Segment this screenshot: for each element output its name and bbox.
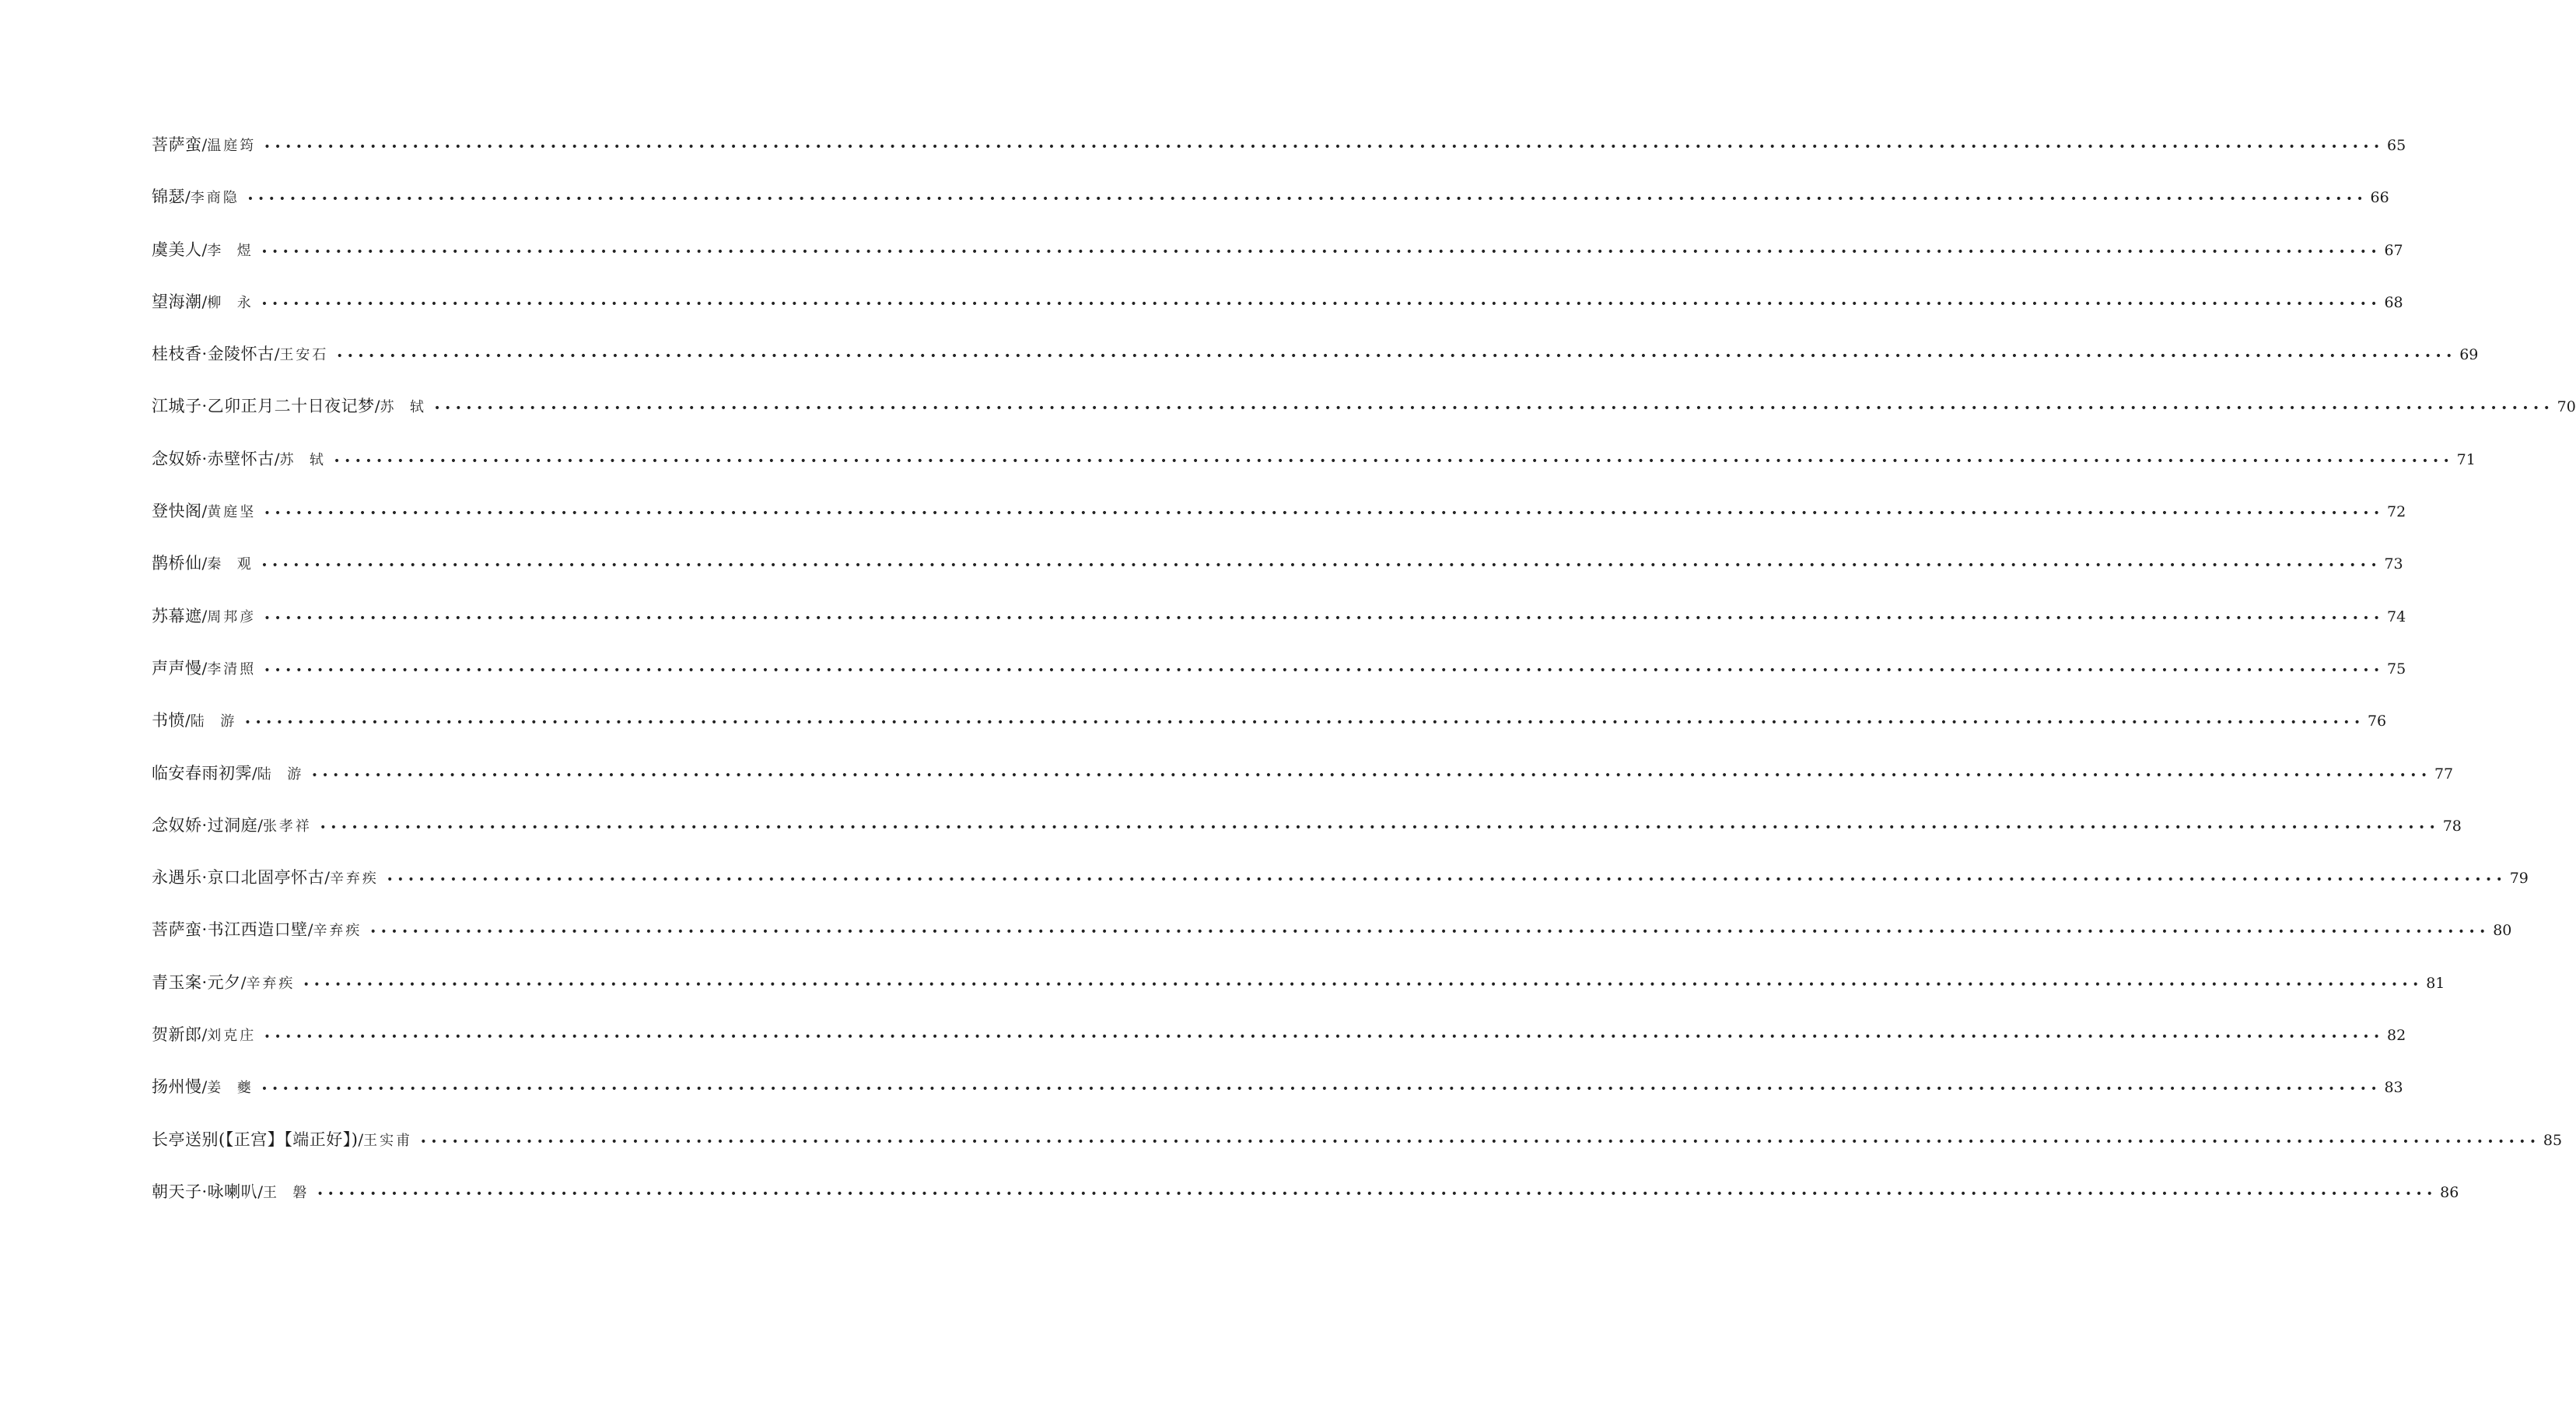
title-author-separator: / (358, 1130, 364, 1149)
entry-title: 虞美人 (152, 240, 202, 259)
toc-entry[interactable] (152, 1126, 2563, 1178)
title-author-separator: / (201, 1025, 208, 1045)
title-author-separator: / (257, 815, 263, 835)
title-author-separator: / (201, 135, 208, 154)
entry-author: 张孝祥 (262, 818, 312, 835)
entry-author: 辛弃疾 (313, 923, 362, 940)
toc-entry[interactable] (152, 916, 2512, 968)
entry-page-number: 76 (2367, 713, 2387, 730)
toc-entry[interactable] (152, 131, 2406, 183)
toc-entry[interactable] (152, 654, 2406, 706)
entry-title: 鹊桥仙 (152, 554, 202, 573)
title-author-separator: / (274, 449, 280, 468)
dot-leader: •••••••••••••••••••••••••••••••••••••••••••••••••••••••••••••••••••••••••••••••••••••••••••••••••••••••••••••••••••••••••••••••••••••••••••••••••••••••••••••••••••••••••••••••••••••••••••••••••••••••• (319, 821, 2440, 834)
title-author-separator: / (240, 972, 247, 992)
dot-leader: •••••••••••••••••••••••••••••••••••••••••••••••••••••••••••••••••••••••••••••••••••••••••••••••••••••••••••••••••••••••••••••••••••••••••••••••••••••••••••••••••••••••••••••••••••••••••••••••••••••••• (433, 402, 2554, 415)
entry-page-number: 72 (2387, 503, 2406, 521)
entry-page-number: 80 (2493, 922, 2512, 940)
entry-title: 念奴娇·过洞庭 (152, 815, 258, 835)
entry-page-number: 85 (2543, 1131, 2563, 1149)
dot-leader: •••••••••••••••••••••••••••••••••••••••••••••••••••••••••••••••••••••••••••••••••••••••••••••••••••••••••••••••••••••••••••••••••••••••••••••••••••••••••••••••••••••••••••••••••••••••••••••••••••••••• (261, 245, 2382, 258)
entry-title: 永遇乐·京口北固亭怀古 (152, 868, 325, 888)
title-author-separator: / (185, 711, 191, 730)
toc-entry[interactable] (152, 811, 2462, 863)
title-author-separator: / (252, 763, 257, 783)
entry-page-number: 65 (2387, 137, 2406, 154)
title-author-separator: / (201, 502, 208, 521)
toc-entry[interactable] (152, 445, 2476, 497)
entry-title: 菩萨蛮·书江西造口壁 (152, 920, 308, 940)
toc-entry[interactable] (152, 968, 2445, 1021)
toc-entry[interactable] (152, 1073, 2403, 1125)
entry-page-number: 70 (2557, 398, 2576, 416)
toc-entry[interactable] (152, 759, 2454, 811)
toc-entry[interactable] (152, 602, 2406, 654)
title-author-separator: / (274, 345, 280, 364)
title-author-separator: / (201, 554, 208, 573)
toc-entry[interactable] (152, 706, 2387, 758)
entry-page-number: 73 (2384, 555, 2403, 573)
toc-entry[interactable] (152, 392, 2576, 444)
entry-author: 辛弃疾 (329, 870, 379, 888)
entry-title: 苏幕遮 (152, 606, 202, 625)
entry-author: 李商隐 (190, 190, 240, 207)
entry-title: 桂枝香·金陵怀古 (152, 345, 275, 364)
entry-title: 江城子·乙卯正月二十日夜记梦 (152, 397, 375, 416)
dot-leader: •••••••••••••••••••••••••••••••••••••••••••••••••••••••••••••••••••••••••••••••••••••••••••••••••••••••••••••••••••••••••••••••••••••••••••••••••••••••••••••••••••••••••••••••••••••••••••••••••••••••• (264, 664, 2384, 677)
entry-author: 王 磐 (262, 1184, 310, 1201)
toc-entry[interactable] (152, 497, 2406, 549)
entry-title: 声声慢 (152, 658, 202, 678)
entry-title: 登快阁 (152, 502, 202, 521)
entry-author: 温庭筠 (207, 138, 257, 154)
dot-leader: •••••••••••••••••••••••••••••••••••••••••••••••••••••••••••••••••••••••••••••••••••••••••••••••••••••••••••••••••••••••••••••••••••••••••••••••••••••••••••••••••••••••••••••••••••••••••••••••••••••••• (264, 1031, 2384, 1044)
dot-leader: •••••••••••••••••••••••••••••••••••••••••••••••••••••••••••••••••••••••••••••••••••••••••••••••••••••••••••••••••••••••••••••••••••••••••••••••••••••••••••••••••••••••••••••••••••••••••••••••••••••••• (261, 559, 2382, 573)
entry-page-number: 66 (2370, 189, 2389, 207)
entry-page-number: 82 (2387, 1027, 2406, 1045)
entry-title: 青玉案·元夕 (152, 972, 241, 992)
toc-entry[interactable] (152, 236, 2403, 288)
title-author-separator: / (201, 1077, 208, 1097)
entry-author: 周邦彦 (207, 608, 257, 625)
dot-leader: •••••••••••••••••••••••••••••••••••••••••••••••••••••••••••••••••••••••••••••••••••••••••••••••••••••••••••••••••••••••••••••••••••••••••••••••••••••••••••••••••••••••••••••••••••••••••••••••••••••••• (261, 1083, 2382, 1096)
entry-author: 秦 观 (207, 556, 254, 573)
entry-page-number: 68 (2384, 293, 2403, 311)
entry-page-number: 77 (2434, 765, 2454, 783)
entry-page-number: 71 (2456, 450, 2476, 468)
entry-author: 苏 轼 (380, 399, 426, 416)
entry-author: 黄庭坚 (207, 504, 257, 521)
toc-entry[interactable] (152, 340, 2479, 392)
dot-leader: •••••••••••••••••••••••••••••••••••••••••••••••••••••••••••••••••••••••••••••••••••••••••••••••••••••••••••••••••••••••••••••••••••••••••••••••••••••••••••••••••••••••••••••••••••••••••••••••••••••••• (386, 874, 2507, 887)
title-author-separator: / (257, 1182, 263, 1201)
entry-author: 李 煜 (207, 242, 254, 259)
entry-author: 王安石 (279, 347, 329, 364)
dot-leader: •••••••••••••••••••••••••••••••••••••••••••••••••••••••••••••••••••••••••••••••••••••••••••••••••••••••••••••••••••••••••••••••••••••••••••••••••••••••••••••••••••••••••••••••••••••••••••••••••••••••• (333, 454, 2454, 468)
dot-leader: •••••••••••••••••••••••••••••••••••••••••••••••••••••••••••••••••••••••••••••••••••••••••••••••••••••••••••••••••••••••••••••••••••••••••••••••••••••••••••••••••••••••••••••••••••••••••••••••••••••••• (311, 769, 2431, 782)
entry-title: 书愤 (152, 711, 185, 730)
dot-leader: •••••••••••••••••••••••••••••••••••••••••••••••••••••••••••••••••••••••••••••••••••••••••••••••••••••••••••••••••••••••••••••••••••••••••••••••••••••••••••••••••••••••••••••••••••••••••••••••••••••••• (264, 611, 2384, 625)
entry-title: 望海潮 (152, 292, 202, 311)
entry-title: 临安春雨初霁 (152, 763, 252, 783)
entry-author: 苏 轼 (279, 451, 326, 468)
dot-leader: •••••••••••••••••••••••••••••••••••••••••••••••••••••••••••••••••••••••••••••••••••••••••••••••••••••••••••••••••••••••••••••••••••••••••••••••••••••••••••••••••••••••••••••••••••••••••••••••••••••••• (244, 716, 2364, 730)
toc-entry[interactable] (152, 288, 2403, 340)
entry-page-number: 81 (2426, 974, 2445, 992)
dot-leader: •••••••••••••••••••••••••••••••••••••••••••••••••••••••••••••••••••••••••••••••••••••••••••••••••••••••••••••••••••••••••••••••••••••••••••••••••••••••••••••••••••••••••••••••••••••••••••••••••••••••• (261, 297, 2382, 310)
entry-page-number: 67 (2384, 241, 2403, 259)
entry-page-number: 75 (2387, 660, 2406, 678)
dot-leader: •••••••••••••••••••••••••••••••••••••••••••••••••••••••••••••••••••••••••••••••••••••••••••••••••••••••••••••••••••••••••••••••••••••••••••••••••••••••••••••••••••••••••••••••••••••••••••••••••••••••• (264, 141, 2384, 153)
entry-page-number: 78 (2442, 817, 2462, 835)
entry-author: 柳 永 (207, 294, 254, 311)
entry-title: 贺新郎 (152, 1025, 202, 1045)
dot-leader: •••••••••••••••••••••••••••••••••••••••••••••••••••••••••••••••••••••••••••••••••••••••••••••••••••••••••••••••••••••••••••••••••••••••••••••••••••••••••••••••••••••••••••••••••••••••••••••••••••••••• (336, 350, 2457, 363)
title-author-separator: / (324, 868, 330, 888)
dot-leader: •••••••••••••••••••••••••••••••••••••••••••••••••••••••••••••••••••••••••••••••••••••••••••••••••••••••••••••••••••••••••••••••••••••••••••••••••••••••••••••••••••••••••••••••••••••••••••••••••••••••• (247, 193, 2368, 206)
dot-leader: •••••••••••••••••••••••••••••••••••••••••••••••••••••••••••••••••••••••••••••••••••••••••••••••••••••••••••••••••••••••••••••••••••••••••••••••••••••••••••••••••••••••••••••••••••••••••••••••••••••••• (317, 1187, 2438, 1200)
title-author-separator: / (201, 292, 208, 311)
entry-author: 陆 游 (190, 713, 237, 730)
entry-title: 菩萨蛮 (152, 135, 202, 154)
toc-entry[interactable] (152, 1178, 2459, 1230)
entry-page-number: 69 (2459, 346, 2479, 364)
title-author-separator: / (201, 658, 208, 678)
toc-entry[interactable] (152, 183, 2389, 235)
entry-author: 李清照 (207, 660, 257, 678)
entry-title: 锦瑟 (152, 187, 185, 207)
toc-entry[interactable] (152, 863, 2529, 916)
title-author-separator: / (307, 920, 313, 940)
title-author-separator: / (185, 187, 191, 207)
entry-page-number: 79 (2509, 870, 2529, 888)
entry-title: 念奴娇·赤壁怀古 (152, 449, 275, 468)
table-of-contents (152, 131, 2576, 1230)
dot-leader: •••••••••••••••••••••••••••••••••••••••••••••••••••••••••••••••••••••••••••••••••••••••••••••••••••••••••••••••••••••••••••••••••••••••••••••••••••••••••••••••••••••••••••••••••••••••••••••••••••••••• (369, 926, 2490, 939)
title-author-separator: / (201, 606, 208, 625)
title-author-separator: / (374, 397, 380, 416)
entry-page-number: 86 (2440, 1183, 2459, 1201)
dot-leader: •••••••••••••••••••••••••••••••••••••••••••••••••••••••••••••••••••••••••••••••••••••••••••••••••••••••••••••••••••••••••••••••••••••••••••••••••••••••••••••••••••••••••••••••••••••••••••••••••••••••• (303, 978, 2424, 991)
entry-title: 朝天子·咏喇叭 (152, 1182, 258, 1201)
dot-leader: •••••••••••••••••••••••••••••••••••••••••••••••••••••••••••••••••••••••••••••••••••••••••••••••••••••••••••••••••••••••••••••••••••••••••••••••••••••••••••••••••••••••••••••••••••••••••••••••••••••••• (264, 507, 2384, 520)
entry-page-number: 83 (2384, 1079, 2403, 1097)
dot-leader: •••••••••••••••••••••••••••••••••••••••••••••••••••••••••••••••••••••••••••••••••••••••••••••••••••••••••••••••••••••••••••••••••••••••••••••••••••••••••••••••••••••••••••••••••••••••••••••••••••••••• (420, 1135, 2540, 1148)
entry-author: 辛弃疾 (246, 975, 296, 992)
entry-title: 扬州慢 (152, 1077, 202, 1097)
title-author-separator: / (201, 240, 208, 259)
toc-entry[interactable] (152, 549, 2403, 601)
toc-entry[interactable] (152, 1021, 2406, 1073)
entry-author: 姜 夔 (207, 1080, 254, 1097)
entry-author: 刘克庄 (207, 1028, 257, 1045)
entry-page-number: 74 (2387, 608, 2406, 625)
entry-author: 王实甫 (363, 1132, 413, 1149)
entry-author: 陆 游 (257, 765, 304, 783)
entry-title: 长亭送别(【正宫】【端正好】) (152, 1130, 359, 1149)
